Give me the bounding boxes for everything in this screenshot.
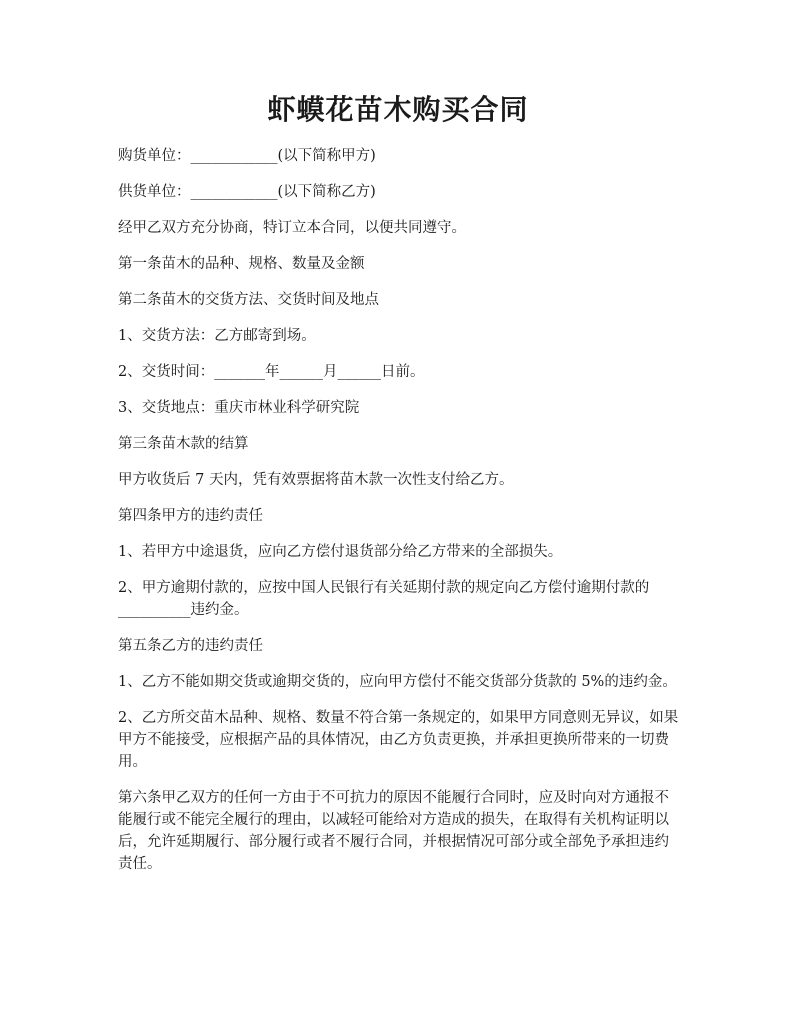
delivery-place: 3、交货地点：重庆市林业科学研究院 xyxy=(118,400,360,416)
supplier-liability-2: 2、乙方所交苗木品种、规格、数量不符合第一条规定的，如果甲方同意则无异议，如果甲方不能接受，应根据产品的具体情况，由乙方负责更换，并承担更换所带来的一切费用。 xyxy=(118,710,679,770)
buyer-liability-1: 1、若甲方中途退货，应向乙方偿付退货部分给乙方带来的全部损失。 xyxy=(118,544,563,560)
article-2-heading: 第二条苗木的交货方法、交货时间及地点 xyxy=(118,292,379,308)
payment-terms: 甲方收货后 7 天内，凭有效票据将苗木款一次性支付给乙方。 xyxy=(118,472,514,488)
document-body xyxy=(118,145,683,889)
paragraph-supplier: 供货单位：____________(以下简称乙方) xyxy=(118,184,376,200)
article-5-heading: 第五条乙方的违约责任 xyxy=(118,638,263,654)
article-6-force-majeure: 第六条甲乙双方的任何一方由于不可抗力的原因不能履行合同时，应及时向对方通报不能履行或不能完全履行的理由，以减轻可能给对方造成的损失，在取得有关机构证明以后，允许延期履行、部分履行或者不履行合同，并根据情况可部分或全部免予承担违约责任。 xyxy=(118,790,669,872)
delivery-time: 2、交货时间：_______年______月______日前。 xyxy=(118,364,425,380)
paragraph-preamble: 经甲乙双方充分协商，特订立本合同，以便共同遵守。 xyxy=(118,220,466,236)
article-3-heading: 第三条苗木款的结算 xyxy=(118,436,249,452)
delivery-method: 1、交货方法：乙方邮寄到场。 xyxy=(118,328,316,344)
buyer-liability-2: 2、甲方逾期付款的，应按中国人民银行有关延期付款的规定向乙方偿付逾期付款的__________违约金。 xyxy=(118,580,650,618)
supplier-liability-1: 1、乙方不能如期交货或逾期交货的，应向甲方偿付不能交货部分货款的 5%的违约金。 xyxy=(118,674,677,690)
article-4-heading: 第四条甲方的违约责任 xyxy=(118,508,263,524)
document-title: 虾蟆花苗木购买合同 xyxy=(267,93,529,126)
paragraph-buyer: 购货单位：____________(以下简称甲方) xyxy=(118,148,376,164)
article-1-heading: 第一条苗木的品种、规格、数量及金额 xyxy=(118,256,365,272)
